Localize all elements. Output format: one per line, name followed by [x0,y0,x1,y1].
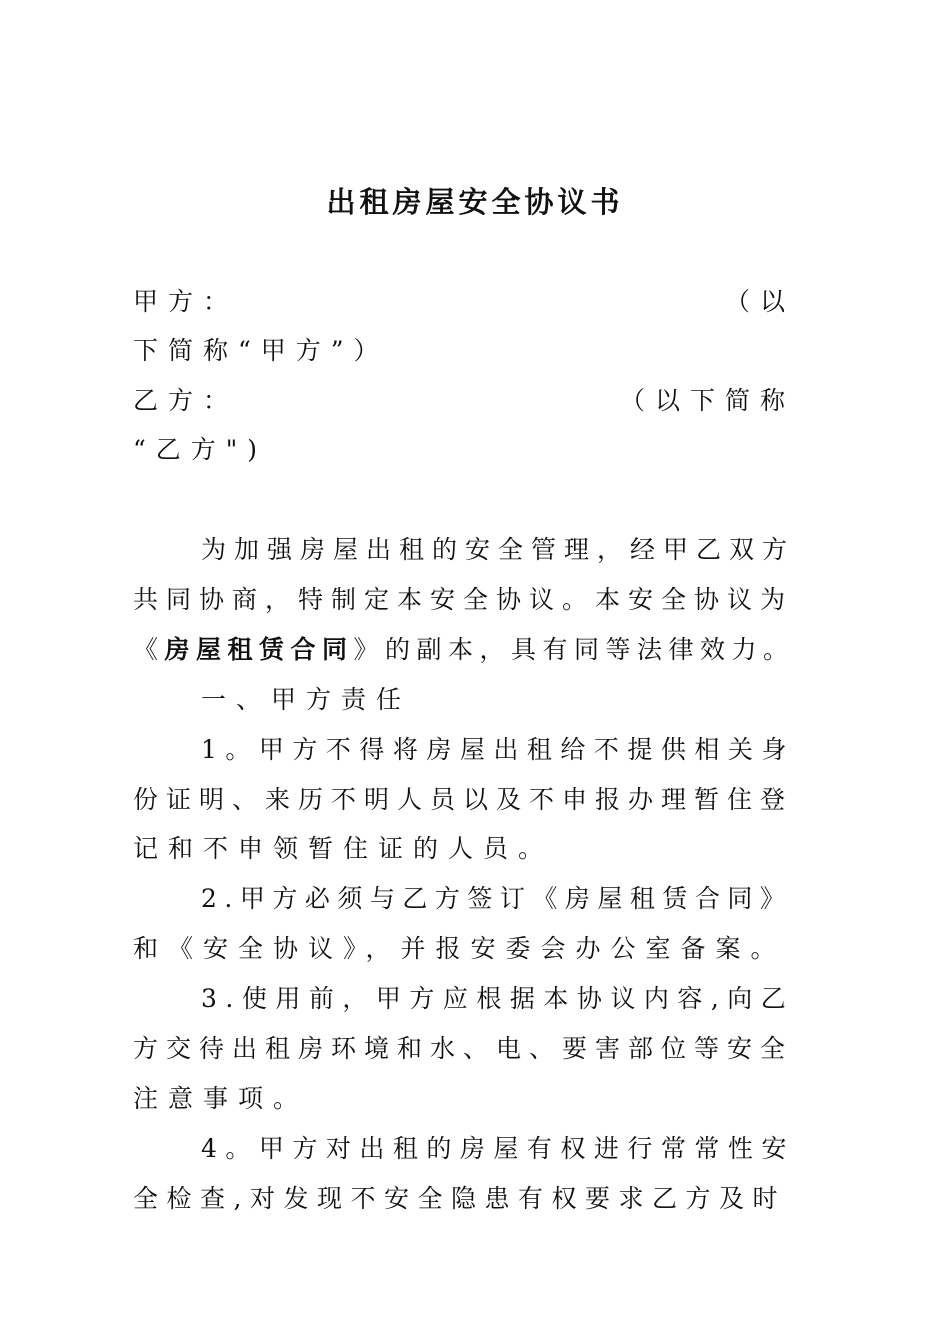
intro-line-3 [133,632,795,668]
item-4-line-1: 4。甲方对出租的房屋有权进行常常性安 [201,1134,795,1163]
party-b-label: 乙方： [133,386,239,415]
party-b-line [133,383,795,419]
item-3-line-2: 方交待出租房环境和水、电、要害部位等安全 [133,1034,794,1063]
item-1-line-2: 份证明、来历不明人员以及不申报办理暂住登 [133,785,794,814]
party-a-continuation: 下简称“甲方”） [133,336,389,365]
party-b-suffix: （以下简称 [619,386,795,415]
party-a-suffix: （以 [724,287,795,316]
item-1-line-3: 记和不申领暂住证的人员。 [133,834,554,863]
item-3-line-1: 3.使用前，甲方应根据本协议内容,向乙 [201,984,795,1013]
document-title: 出租房屋安全协议书 [326,185,624,219]
party-a-label: 甲方： [133,287,239,316]
section-1-heading: 一、甲方责任 [201,685,412,714]
item-2-line-1: 2.甲方必须与乙方签订《房屋租赁合同》 [201,884,793,913]
contract-name: 房屋租赁合同 [164,635,354,664]
intro-line-2: 共同协商，特制定本安全协议。本安全协议为 [133,585,794,614]
party-b-continuation: “乙方") [133,435,268,464]
item-1-line-1: 1。甲方不得将房屋出租给不提供相关身 [201,735,795,764]
intro-line-3-rest: 》的副本，具有同等法律效力。 [353,635,795,664]
item-3-line-3: 注意事项。 [133,1084,309,1113]
intro-line-1: 为加强房屋出租的安全管理，经甲乙双方 [201,535,796,564]
party-a-line [133,284,795,320]
item-4-line-2: 全检查,对发现不安全隐患有权要求乙方及时 [133,1184,786,1213]
book-title-open: 《 [133,635,165,664]
item-2-line-2: 和《安全协议》，并报安委会办公室备案。 [133,934,786,963]
